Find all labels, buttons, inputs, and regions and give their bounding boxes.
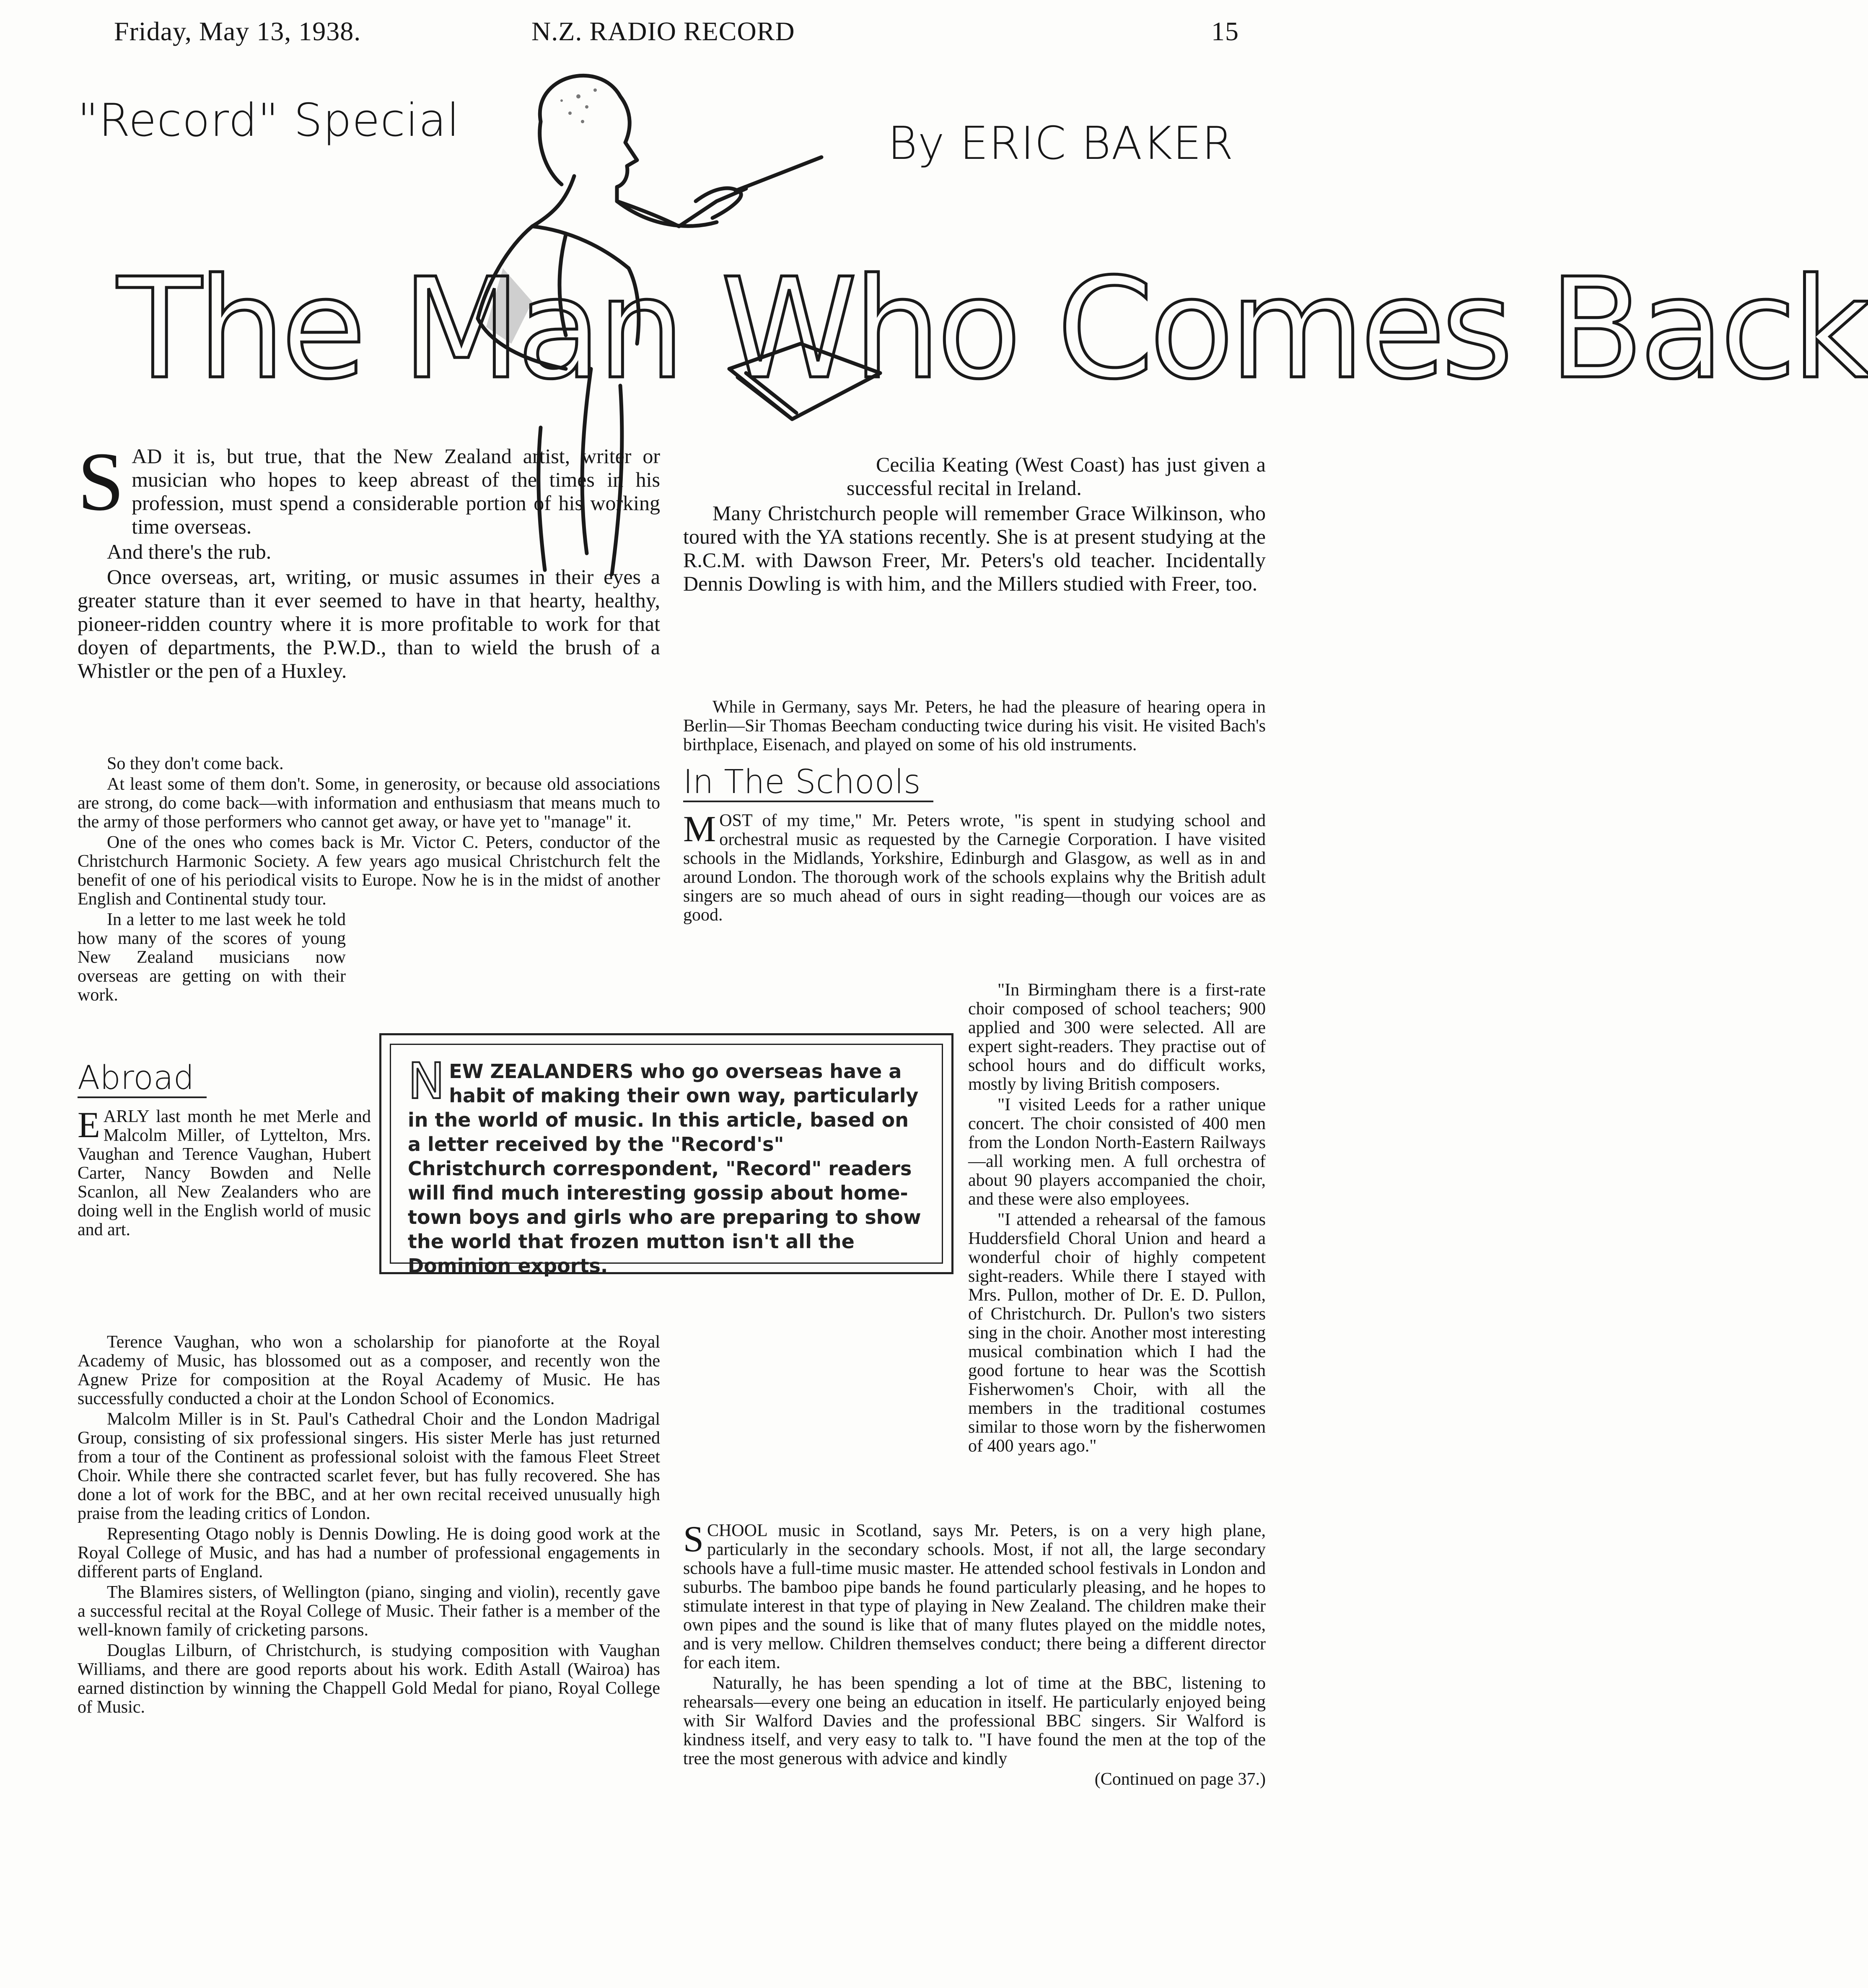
intro-paragraph: AD it is, but true, that the New Zealand artist, writer or musician who hopes to keep abreast of the times in his profession, must spend a considerable portion of his working time overseas. xyxy=(132,444,660,538)
schools-paragraph: "I visited Leeds for a rather unique concert. The choir consisted of 400 men from the London North-Eastern Railways—all working men. A full orchestra of about 90 players accompanied the choir, and these were also employees. xyxy=(968,1095,1266,1209)
abroad-paragraph: Douglas Lilburn, of Christchurch, is studying composition with Vaughan Williams, and there are good reports about his work. Edith Astall (Wairoa) has earned distinction by winning the Chappell Gold Medal for piano, Royal College of Music. xyxy=(78,1641,660,1717)
intro-paragraph: Once overseas, art, writing, or music assumes in their eyes a greater stature than it ever seemed to have in that hearty, healthy, pioneer-ridden country where it is more profitable to work for that doyen of departments, the P.W.D., than to wield the brush of a Whistler or the pen of a Huxley. xyxy=(78,565,660,682)
abroad-paragraph: Malcolm Miller is in St. Paul's Cathedral Choir and the London Madrigal Group, consisting of six professional singers. His sister Merle has just returned from a tour of the Continent as professional soloist with the famous Fleet Street Choir. While there she contracted scarlet fever, but has fully recovered. She has done a lot of work for the BBC, and at her own recital received unusually high praise from the leading critics of London. xyxy=(78,1410,660,1523)
abroad-continued xyxy=(78,1333,660,1718)
right-column-top xyxy=(683,453,1266,597)
initial-letter: E xyxy=(78,1105,100,1146)
intro-paragraph: In a letter to me last week he told how many of the scores of young New Zealand musicians now overseas are getting on with their work. xyxy=(78,910,346,1005)
initial-letter: M xyxy=(683,809,716,850)
intro-paragraph: At least some of them don't. Some, in generosity, or because old associations are strong, do come back—with information and enthusiasm that means much to the army of those performers who cannot get away, or have yet to "manage" it. xyxy=(78,775,660,832)
continued-note: (Continued on page 37.) xyxy=(1094,1770,1266,1789)
schools-paragraph: CHOOL music in Scotland, says Mr. Peters, is on a very high plane, particularly in the secondary schools. Most, if not all, the large secondary schools have a full-time music master. He attended school festivals in London and suburbs. The bamboo pipe bands he found particularly pleasing, and he hopes to stimulate interest in that type of playing in New Zealand. The children make their own pipes and the sound is like that of many flutes played on the middle notes, and is very mellow. Children themselves conduct; there being a different director for each item. xyxy=(683,1521,1266,1672)
publication-name: N.Z. RADIO RECORD xyxy=(531,16,795,46)
drop-cap: S xyxy=(78,435,124,528)
right-column-small xyxy=(683,698,1266,926)
issue-date: Friday, May 13, 1938. xyxy=(114,16,361,46)
abroad-paragraph: Representing Otago nobly is Dennis Dowling. He is doing good work at the Royal College of Music, and has had a number of professional engagements in different parts of England. xyxy=(78,1524,660,1581)
right-paragraph: Cecilia Keating (West Coast) has just given a successful recital in Ireland. xyxy=(847,453,1266,500)
initial-letter: S xyxy=(683,1519,704,1560)
schools-paragraph: "I attended a rehearsal of the famous Huddersfield Choral Union and heard a wonderful choir of highly competent sight-readers. While there I stayed with Mrs. Pullon, mother of Dr. E. D. Pullon, of Christchurch. Dr. Pullon's two sisters sing in the choir. Another most interesting musical combination which I had the good fortune to hear was the Scottish Fisherwomen's Choir, with all the members in the traditional costumes similar to those worn by the fisherwomen of 400 years ago." xyxy=(968,1210,1266,1456)
abroad-paragraph: ARLY last month he met Merle and Malcolm Miller, of Lyttelton, Mrs. Vaughan and Terence Vaughan, Hubert Carter, Nancy Bowden and Nelle Scanlon, all New Zealanders who are doing well in the English world of music and art. xyxy=(78,1107,371,1239)
box-initial: N xyxy=(408,1052,445,1110)
intro-column-small xyxy=(78,754,660,1006)
article-title: The Man Who Comes Back xyxy=(117,249,1868,410)
abroad-paragraph: Terence Vaughan, who won a scholarship for pianoforte at the Royal Academy of Music, has blossomed out as a composer, and recently won the Agnew Prize for composition at the Royal Academy of Music. He has successfully conducted a choir at the London School of Economics. xyxy=(78,1332,660,1408)
abroad-paragraph: The Blamires sisters, of Wellington (piano, singing and violin), recently gave a successful recital at the Royal College of Music. Their father is a member of the well-known family of cricketing parsons. xyxy=(78,1583,660,1640)
schools-narrow xyxy=(968,981,1266,1457)
schools-paragraph: OST of my time," Mr. Peters wrote, "is spent in studying school and orchestral music as requested by the Carnegie Corporation. I have visited schools in the Midlands, Yorkshire, Edinburgh and Glasgow, as well as in and around London. The thorough work of the schools explains why the British adult singers are so much ahead of ours in sight reading—though our voices are as good. xyxy=(683,811,1266,925)
standfirst-inner xyxy=(390,1044,943,1277)
section-heading-schools: In The Schools xyxy=(683,764,933,802)
right-paragraph: Many Christchurch people will remember Grace Wilkinson, who toured with the YA stations recently. She is at present studying at the R.C.M. with Dawson Freer, Mr. Peters's old teacher. Incidentally Dennis Dowling is with him, and the Millers studied with Freer, too. xyxy=(683,501,1266,595)
right-paragraph: While in Germany, says Mr. Peters, he had the pleasure of hearing opera in Berlin—Sir Thomas Beecham conducting twice during his visit. He visited Bach's birthplace, Eisenach, and played on some of his old instruments. xyxy=(683,697,1266,754)
byline: By ERIC BAKER xyxy=(888,117,1234,170)
intro-paragraph: So they don't come back. xyxy=(107,754,284,773)
section-heading-abroad: Abroad xyxy=(78,1060,207,1098)
special-kicker: "Record" Special xyxy=(78,94,460,147)
intro-column xyxy=(78,435,660,684)
schools-paragraph: "In Birmingham there is a first-rate choir composed of school teachers; 900 applied and 300 were selected. All are expert sight-readers. They practise out of school hours and do difficult works, mostly by living British composers. xyxy=(968,980,1266,1094)
intro-paragraph: One of the ones who comes back is Mr. Victor C. Peters, conductor of the Christchurch Harmonic Society. A few years ago musical Christchurch felt the benefit of one of his periodical visits to Europe. Now he is in the midst of another English and Continental study tour. xyxy=(78,833,660,909)
intro-paragraph: And there's the rub. xyxy=(107,540,272,563)
page-number: 15 xyxy=(1211,16,1239,46)
standfirst-text: EW ZEALANDERS who go overseas have a habit of making their own way, particularly in the world of music. In this article, based on a letter received by the "Record's" Christchurch correspondent, "Record" readers will find much interesting gossip about home-town boys and girls who are preparing to show the world that frozen mutton isn't all the Dominion exports. xyxy=(408,1060,921,1277)
standfirst-box xyxy=(379,1033,953,1277)
schools-lower xyxy=(683,1521,1266,1791)
schools-paragraph: Naturally, he has been spending a lot of time at the BBC, listening to rehearsals—every one being an education in itself. He particularly enjoyed being with Sir Walford Davies and the professional BBC singers. Sir Walford is kindness itself, and very easy to talk to. "I have found the men at the top of the tree the most generous with advice and kindly xyxy=(683,1674,1266,1768)
abroad-section xyxy=(78,1052,371,1241)
